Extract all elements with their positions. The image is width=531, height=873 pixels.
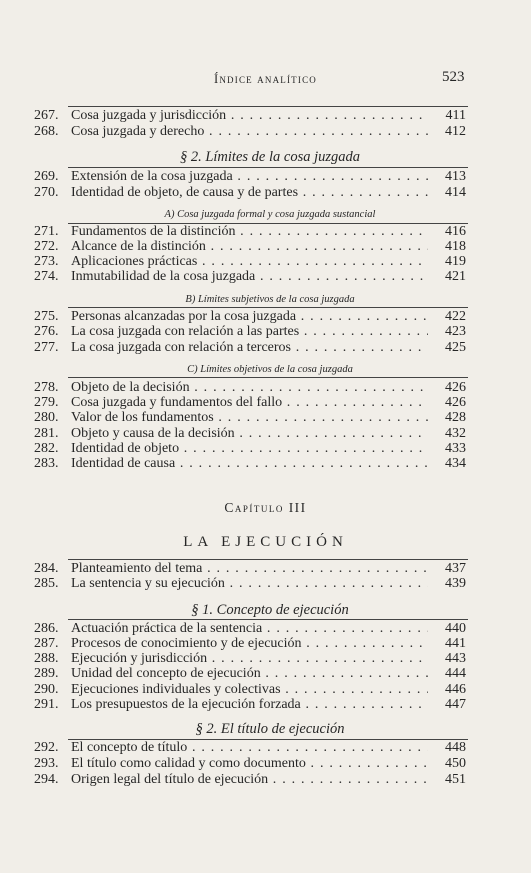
entry-page: 419 [428, 254, 466, 270]
entry-title: El título como calidad y como documento . . . [71, 756, 466, 772]
toc-entry [34, 395, 466, 411]
entry-page: 423 [428, 324, 466, 340]
entry-page: 412 [428, 124, 466, 140]
toc-entry [34, 740, 466, 756]
divider [68, 377, 468, 378]
toc-entry [34, 124, 466, 140]
toc-entry [34, 621, 466, 637]
entry-page: 416 [428, 224, 466, 240]
entry-title: Planteamiento del tema . . . [71, 561, 466, 577]
entry-page: 446 [428, 682, 466, 698]
entry-number: 269. [34, 169, 59, 184]
entry-page: 426 [428, 380, 466, 396]
toc-entry [34, 772, 466, 788]
toc-entry [34, 426, 466, 442]
toc-entry [34, 340, 466, 356]
entry-page: 437 [428, 561, 466, 577]
entry-number: 282. [34, 441, 59, 456]
entry-title: Cosa juzgada y fundamentos del fallo . . . [71, 395, 466, 411]
entry-title: Ejecuciones individuales y colectivas . . . [71, 682, 466, 698]
toc-entry [34, 561, 466, 577]
entry-title: Los presupuestos de la ejecución forzada . . . [71, 697, 466, 713]
entry-number: 271. [34, 224, 59, 239]
page-number: 523 [442, 69, 465, 85]
entry-title: Objeto de la decisión . . . [71, 380, 466, 396]
toc-entry [34, 309, 466, 325]
entry-page: 414 [428, 185, 466, 201]
entry-page: 426 [428, 395, 466, 411]
entry-page: 421 [428, 269, 466, 285]
entry-page: 418 [428, 239, 466, 255]
toc-entry [34, 108, 466, 124]
toc-entry [34, 756, 466, 772]
entry-page: 448 [428, 740, 466, 756]
entry-number: 288. [34, 651, 59, 666]
entry-title: Identidad de objeto . . . [71, 441, 466, 457]
entry-page: 434 [428, 456, 466, 472]
entry-title: El concepto de título . . . [71, 740, 466, 756]
toc-entry [34, 254, 466, 270]
subsection-heading: C) Límites objetivos de la cosa juzgada [187, 364, 353, 375]
chapter-label: Capítulo III [224, 500, 307, 515]
entry-number: 285. [34, 576, 59, 591]
entry-title: Cosa juzgada y derecho . . . [71, 124, 466, 140]
entry-number: 278. [34, 380, 59, 395]
entry-page: 433 [428, 441, 466, 457]
entry-number: 294. [34, 772, 59, 787]
toc-entry [34, 441, 466, 457]
chapter-title: LA EJECUCIÓN [183, 534, 348, 550]
entry-number: 268. [34, 124, 59, 139]
toc-entry [34, 697, 466, 713]
entry-title: Ejecución y jurisdicción . . . [71, 651, 466, 667]
entry-title: Aplicaciones prácticas . . . [71, 254, 466, 270]
entry-number: 286. [34, 621, 59, 636]
entry-title: La sentencia y su ejecución . . . [71, 576, 466, 592]
toc-entry [34, 239, 466, 255]
entry-page: 440 [428, 621, 466, 637]
entry-title: Inmutabilidad de la cosa juzgada . . . [71, 269, 466, 285]
toc-entry [34, 666, 466, 682]
entry-page: 411 [428, 108, 466, 124]
entry-page: 443 [428, 651, 466, 667]
toc-entry [34, 380, 466, 396]
entry-title: Identidad de objeto, de causa y de partes . . . [71, 185, 466, 201]
entry-page: 447 [428, 697, 466, 713]
entry-number: 289. [34, 666, 59, 681]
running-header: Índice analítico [214, 72, 317, 86]
entry-title: Fundamentos de la distinción . . . [71, 224, 466, 240]
entry-number: 287. [34, 636, 59, 651]
entry-number: 276. [34, 324, 59, 339]
entry-page: 422 [428, 309, 466, 325]
entry-title: La cosa juzgada con relación a terceros . . . [71, 340, 466, 356]
entry-number: 280. [34, 410, 59, 425]
entry-page: 444 [428, 666, 466, 682]
entry-page: 441 [428, 636, 466, 652]
entry-title: Actuación práctica de la sentencia . . . [71, 621, 466, 637]
toc-entry [34, 324, 466, 340]
entry-page: 425 [428, 340, 466, 356]
entry-title: Alcance de la distinción . . . [71, 239, 466, 255]
toc-entry [34, 651, 466, 667]
toc-entry [34, 224, 466, 240]
divider [68, 619, 468, 620]
entry-title: Extensión de la cosa juzgada . . . [71, 169, 466, 185]
entry-number: 267. [34, 108, 59, 123]
entry-number: 284. [34, 561, 59, 576]
toc-entry [34, 456, 466, 472]
divider [68, 167, 468, 168]
entry-number: 270. [34, 185, 59, 200]
entry-title: Unidad del concepto de ejecución . . . [71, 666, 466, 682]
subsection-heading: A) Cosa juzgada formal y cosa juzgada sustancial [164, 209, 376, 220]
section-heading: § 1. Concepto de ejecución [191, 602, 349, 618]
entry-number: 281. [34, 426, 59, 441]
entry-title: Objeto y causa de la decisión . . . [71, 426, 466, 442]
entry-page: 413 [428, 169, 466, 185]
entry-page: 450 [428, 756, 466, 772]
entry-number: 279. [34, 395, 59, 410]
divider [68, 307, 468, 308]
entry-number: 277. [34, 340, 59, 355]
entry-title: La cosa juzgada con relación a las partes . . . [71, 324, 466, 340]
entry-page: 428 [428, 410, 466, 426]
entry-title: Identidad de causa . . . [71, 456, 466, 472]
toc-entry [34, 410, 466, 426]
entry-number: 275. [34, 309, 59, 324]
entry-number: 274. [34, 269, 59, 284]
section-heading: § 2. El título de ejecución [195, 721, 345, 737]
entry-title: Cosa juzgada y jurisdicción . . . [71, 108, 466, 124]
entry-title: Valor de los fundamentos . . . [71, 410, 466, 426]
divider [68, 106, 468, 107]
entry-number: 290. [34, 682, 59, 697]
entry-number: 292. [34, 740, 59, 755]
entry-number: 272. [34, 239, 59, 254]
toc-entry [34, 185, 466, 201]
toc-entry [34, 576, 466, 592]
toc-entry [34, 682, 466, 698]
entry-page: 439 [428, 576, 466, 592]
entry-number: 291. [34, 697, 59, 712]
toc-entry [34, 269, 466, 285]
toc-entry [34, 636, 466, 652]
entry-number: 283. [34, 456, 59, 471]
entry-number: 273. [34, 254, 59, 269]
entry-page: 451 [428, 772, 466, 788]
entry-title: Personas alcanzadas por la cosa juzgada . . . [71, 309, 466, 325]
divider [68, 559, 468, 560]
subsection-heading: B) Límites subjetivos de la cosa juzgada [185, 294, 355, 305]
entry-number: 293. [34, 756, 59, 771]
section-heading: § 2. Límites de la cosa juzgada [179, 149, 361, 165]
entry-title: Origen legal del título de ejecución . . . [71, 772, 466, 788]
toc-entry [34, 169, 466, 185]
entry-page: 432 [428, 426, 466, 442]
entry-title: Procesos de conocimiento y de ejecución . . . [71, 636, 466, 652]
